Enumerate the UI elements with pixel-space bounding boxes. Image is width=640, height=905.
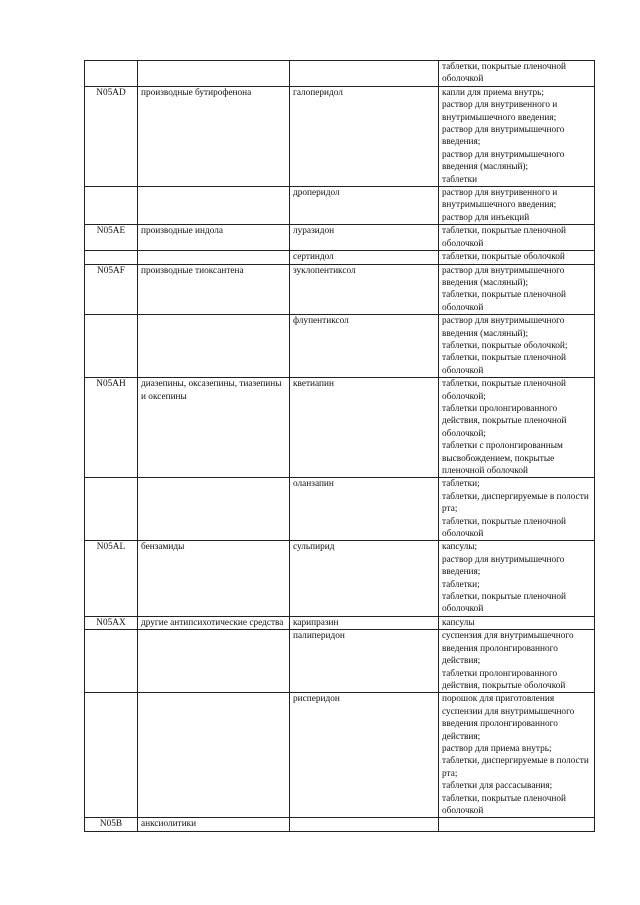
atc-code-cell: N05B bbox=[85, 818, 138, 831]
table-row bbox=[85, 541, 595, 616]
dosage-forms-cell bbox=[439, 264, 595, 315]
dosage-forms-cell bbox=[439, 86, 595, 186]
drug-name-cell: сульпирид bbox=[290, 541, 439, 616]
group-name-cell bbox=[138, 61, 290, 87]
dosage-form: таблетки, диспергируемые в полости рта; bbox=[442, 756, 589, 779]
drug-name-cell: сертиндол bbox=[290, 251, 439, 264]
atc-code-cell bbox=[85, 315, 138, 378]
table-row bbox=[85, 264, 595, 315]
drug-name-cell: рисперидон bbox=[290, 693, 439, 818]
dosage-form: таблетки, покрытые пленочной оболочкой bbox=[442, 226, 566, 249]
dosage-form: таблетки, покрытые пленочной оболочкой bbox=[442, 516, 566, 540]
group-name-cell bbox=[138, 693, 290, 818]
drug-name-cell: оланзапин bbox=[290, 478, 439, 541]
dosage-form: таблетки пролонгированного действия, покрытые пленочной оболочкой; bbox=[442, 403, 567, 439]
dosage-form: таблетки с пролонгированным высвобождением, покрытые пленочной оболочкой bbox=[442, 441, 563, 476]
atc-code-cell: N05AD bbox=[85, 86, 138, 186]
table-row bbox=[85, 251, 595, 264]
table-row bbox=[85, 630, 595, 693]
drug-name-cell: палиперидон bbox=[290, 630, 439, 693]
dosage-form: раствор для внутривенного и внутримышечного введения; bbox=[442, 188, 558, 211]
dosage-form: таблетки для рассасывания; bbox=[442, 781, 553, 792]
drug-name-cell bbox=[290, 61, 439, 87]
table-row bbox=[85, 315, 595, 378]
drug-name-cell: кветиапин bbox=[290, 378, 439, 478]
dosage-forms-cell bbox=[439, 541, 595, 616]
dosage-form: суспензия для внутримышечного введения пролонгированного действия; bbox=[442, 631, 574, 667]
drug-table bbox=[84, 60, 595, 832]
atc-code-cell bbox=[85, 630, 138, 693]
atc-code-cell bbox=[85, 61, 138, 87]
dosage-form: таблетки, покрытые пленочной оболочкой bbox=[442, 353, 566, 376]
dosage-form: капсулы bbox=[442, 617, 475, 628]
dosage-forms-cell bbox=[439, 630, 595, 693]
dosage-forms-cell bbox=[439, 616, 595, 629]
atc-code-cell: N05AX bbox=[85, 616, 138, 629]
group-name-cell: диазепины, оксазепины, тиазепины и оксепины bbox=[138, 378, 290, 478]
group-name-cell bbox=[138, 251, 290, 264]
dosage-form: таблетки; bbox=[442, 579, 480, 590]
drug-table-body bbox=[85, 61, 595, 832]
dosage-form: раствор для инъекций bbox=[442, 212, 530, 223]
group-name-cell: производные индола bbox=[138, 225, 290, 251]
group-name-cell: производные бутирофенона bbox=[138, 86, 290, 186]
dosage-form: раствор для внутримышечного введения; bbox=[442, 554, 565, 578]
group-name-cell bbox=[138, 315, 290, 378]
group-name-cell bbox=[138, 630, 290, 693]
group-name-cell bbox=[138, 478, 290, 541]
dosage-form: раствор для внутривенного и внутримышечного введения; bbox=[442, 100, 558, 123]
table-row bbox=[85, 86, 595, 186]
dosage-form: раствор для внутримышечного введения; bbox=[442, 125, 565, 148]
dosage-form: раствор для внутримышечного введения (масляный); bbox=[442, 149, 565, 173]
dosage-form: таблетки, диспергируемые в полости рта; bbox=[442, 491, 589, 515]
drug-name-cell bbox=[290, 818, 439, 831]
dosage-form: таблетки bbox=[442, 174, 478, 185]
table-row bbox=[85, 478, 595, 541]
atc-code-cell bbox=[85, 187, 138, 225]
drug-name-cell: карипразин bbox=[290, 616, 439, 629]
atc-code-cell: N05AL bbox=[85, 541, 138, 616]
table-row bbox=[85, 616, 595, 629]
table-row bbox=[85, 693, 595, 818]
atc-code-cell bbox=[85, 693, 138, 818]
drug-name-cell: флупентиксол bbox=[290, 315, 439, 378]
dosage-form: таблетки, покрытые пленочной оболочкой bbox=[442, 592, 566, 615]
table-row bbox=[85, 225, 595, 251]
group-name-cell: бензамиды bbox=[138, 541, 290, 616]
dosage-forms-cell bbox=[439, 225, 595, 251]
dosage-form: таблетки, покрытые пленочной оболочкой bbox=[442, 793, 566, 816]
drug-name-cell: галоперидол bbox=[290, 86, 439, 186]
dosage-form: таблетки пролонгированного действия, покрытые оболочкой bbox=[442, 668, 566, 691]
dosage-forms-cell bbox=[439, 478, 595, 541]
dosage-forms-cell bbox=[439, 187, 595, 225]
dosage-forms-cell bbox=[439, 315, 595, 378]
group-name-cell: производные тиоксантена bbox=[138, 264, 290, 315]
dosage-form: раствор для внутримышечного введения (масляный); bbox=[442, 316, 565, 339]
dosage-form: капли для приема внутрь; bbox=[442, 87, 544, 98]
dosage-form: порошок для приготовления суспензии для внутримышечного введения пролонгированного действия; bbox=[442, 694, 575, 742]
drug-name-cell: дроперидол bbox=[290, 187, 439, 225]
dosage-form: раствор для приема внутрь; bbox=[442, 743, 552, 754]
dosage-forms-cell bbox=[439, 693, 595, 818]
dosage-form: таблетки, покрытые пленочной оболочкой bbox=[442, 290, 566, 313]
atc-code-cell bbox=[85, 251, 138, 264]
table-row bbox=[85, 378, 595, 478]
dosage-forms-cell bbox=[439, 378, 595, 478]
dosage-form: таблетки, покрытые оболочкой; bbox=[442, 340, 568, 351]
table-row bbox=[85, 818, 595, 831]
dosage-form: таблетки; bbox=[442, 479, 480, 490]
dosage-form: таблетки, покрытые пленочной оболочкой; bbox=[442, 379, 566, 402]
dosage-form: раствор для внутримышечного введения (масляный); bbox=[442, 265, 565, 288]
atc-code-cell bbox=[85, 478, 138, 541]
group-name-cell bbox=[138, 187, 290, 225]
table-row bbox=[85, 187, 595, 225]
group-name-cell: другие антипсихотические средства bbox=[138, 616, 290, 629]
drug-name-cell: луразидон bbox=[290, 225, 439, 251]
dosage-forms-cell bbox=[439, 61, 595, 87]
group-name-cell: анксиолитики bbox=[138, 818, 290, 831]
table-row bbox=[85, 61, 595, 87]
drug-name-cell: зуклопентиксол bbox=[290, 264, 439, 315]
atc-code-cell: N05AH bbox=[85, 378, 138, 478]
atc-code-cell: N05AE bbox=[85, 225, 138, 251]
dosage-forms-cell bbox=[439, 251, 595, 264]
dosage-form: таблетки, покрытые пленочной оболочкой bbox=[442, 62, 566, 85]
atc-code-cell: N05AF bbox=[85, 264, 138, 315]
dosage-forms-cell bbox=[439, 818, 595, 831]
dosage-form: таблетки, покрытые оболочкой bbox=[442, 252, 565, 263]
dosage-form: капсулы; bbox=[442, 542, 478, 553]
